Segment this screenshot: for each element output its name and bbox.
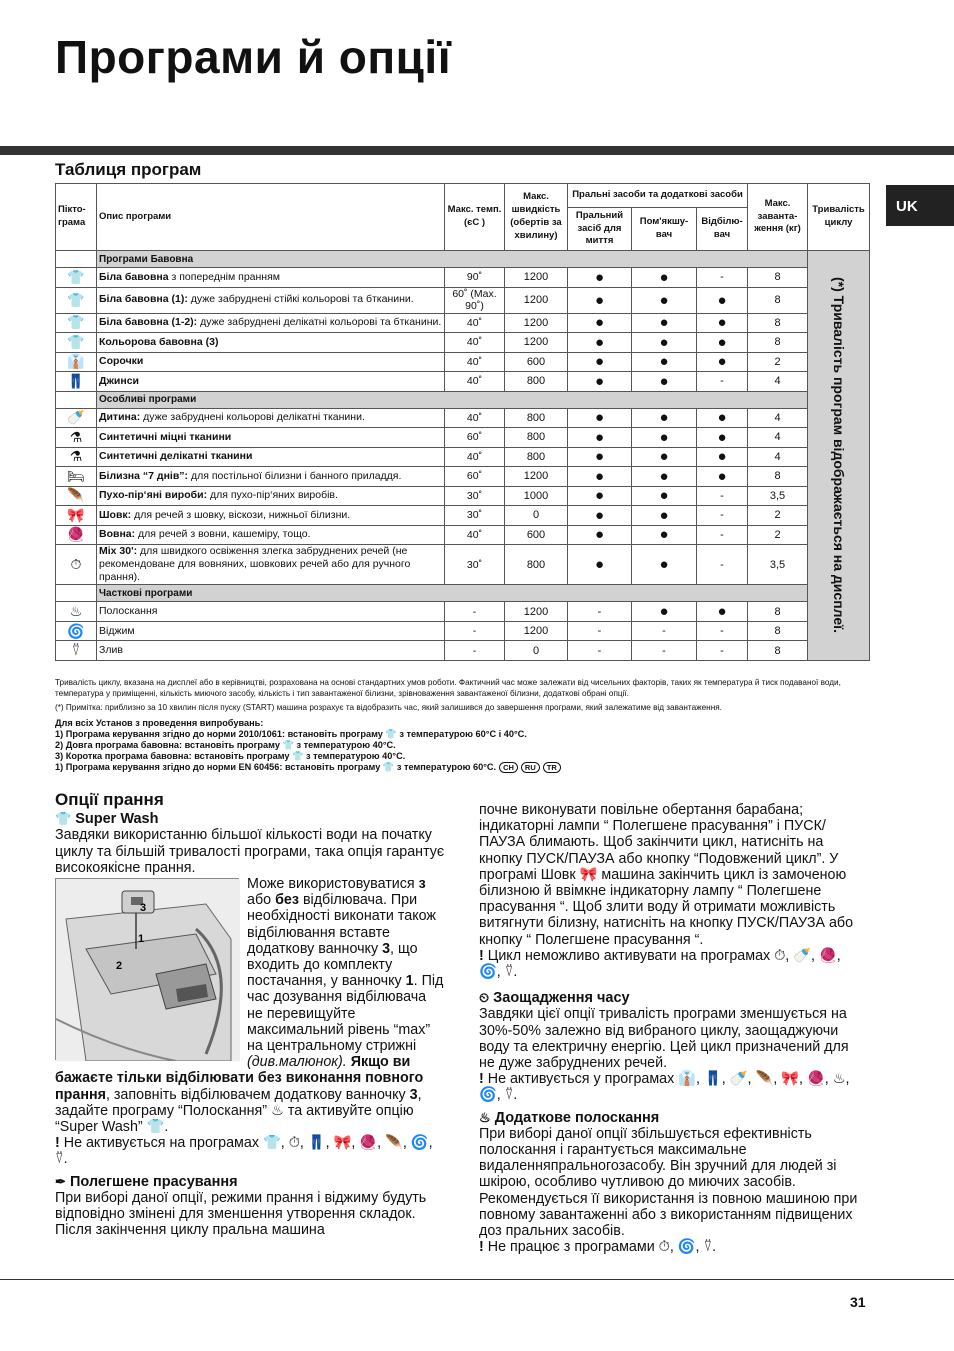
- program-load: 3,5: [748, 486, 808, 506]
- program-bleach: -: [697, 506, 748, 526]
- program-bleach: -: [697, 641, 748, 661]
- program-bleach: ●: [697, 602, 748, 622]
- program-bleach: ●: [697, 287, 748, 313]
- program-icon: ⚗: [56, 428, 97, 448]
- program-detergent: ●: [568, 287, 632, 313]
- program-icon: 🧶: [56, 525, 97, 545]
- program-softener: ●: [632, 428, 697, 448]
- section-row: [56, 585, 870, 602]
- program-icon: 👕: [56, 268, 97, 288]
- program-load: 8: [748, 641, 808, 661]
- header-detergents: Пральні засоби та додаткові засоби: [568, 184, 748, 208]
- program-speed: 800: [505, 545, 568, 585]
- program-row: [56, 268, 870, 288]
- program-load: 8: [748, 467, 808, 487]
- program-temperature: 30˚: [445, 545, 505, 585]
- program-softener: ●: [632, 352, 697, 372]
- program-speed: 600: [505, 352, 568, 372]
- table-title: Таблиця програм: [55, 160, 202, 179]
- options-title: Опції прання: [55, 790, 164, 809]
- program-detergent: ●: [568, 506, 632, 526]
- program-detergent: -: [568, 641, 632, 661]
- note-lab-1: 1) Програма керування згідно до норми 2010/1061: встановіть програму 👕 з температурою 60°C і 40°C.: [55, 729, 527, 739]
- program-detergent: ●: [568, 525, 632, 545]
- program-row: [56, 408, 870, 428]
- program-row: [56, 506, 870, 526]
- country-badge: TR: [543, 762, 561, 773]
- program-description: Полоскання: [97, 602, 445, 622]
- program-description: Біла бавовна (1): дуже забруднені стійкі кольорові та бтканини.: [97, 287, 445, 313]
- program-speed: 0: [505, 641, 568, 661]
- top-divider: [0, 146, 954, 155]
- program-softener: ●: [632, 268, 697, 288]
- duration-note: (*) Тривалість програм відображається на дисплеї.: [830, 277, 847, 634]
- easyiron-text-part1: При виборі даної опції, режими прання і віджиму будуть відповідно змінені для зменшення утворення складок. Після закінчення циклу пральна машина: [55, 1189, 427, 1239]
- option-superwash-heading: 👕 Super Wash: [55, 811, 159, 828]
- program-row: [56, 467, 870, 487]
- program-row: [56, 525, 870, 545]
- superwash-warning: ! Не активується на програмах 👕, ⏱, 👖, 🎀, 🧶, 🪶, 🌀, ⍢.: [55, 1135, 433, 1168]
- program-speed: 800: [505, 408, 568, 428]
- program-load: 8: [748, 621, 808, 641]
- program-bleach: -: [697, 545, 748, 585]
- program-speed: 1200: [505, 621, 568, 641]
- program-temperature: -: [445, 621, 505, 641]
- program-detergent: -: [568, 602, 632, 622]
- program-description: Дитина: дуже забруднені кольорові делікатні тканини.: [97, 408, 445, 428]
- program-description: Mix 30': для швидкого освіження злегка забруднених речей (не рекомендоване для вовняних, шовкових речей або для ручного прання).: [97, 545, 445, 585]
- program-load: 2: [748, 352, 808, 372]
- program-description: Віджим: [97, 621, 445, 641]
- program-row: [56, 621, 870, 641]
- section-title: Особливі програми: [97, 391, 808, 408]
- program-icon: 🍼: [56, 408, 97, 428]
- program-icon: 🪶: [56, 486, 97, 506]
- program-speed: 800: [505, 447, 568, 467]
- timer-icon: ⏲: [479, 990, 490, 1006]
- program-temperature: 40˚: [445, 372, 505, 392]
- program-row: [56, 447, 870, 467]
- program-description: Біла бавовна (1-2): дуже забруднені делікатні кольорові та бтканини.: [97, 313, 445, 333]
- program-row: [56, 313, 870, 333]
- program-softener: ●: [632, 467, 697, 487]
- header-load: Макс. заванта- ження (кг): [748, 184, 808, 251]
- note-lab-4: 1) Програма керування згідно до норми EN 60456: встановіть програму 👕 з температурою 60°C. CH RU TR: [55, 762, 870, 773]
- program-temperature: 40˚: [445, 333, 505, 353]
- program-load: 8: [748, 602, 808, 622]
- program-description: Сорочки: [97, 352, 445, 372]
- program-row: [56, 486, 870, 506]
- header-temperature: Макс. темп. (єС ): [445, 184, 505, 251]
- figure-label-2: 2: [116, 960, 123, 973]
- program-detergent: ●: [568, 447, 632, 467]
- rinse-icon: ♨: [479, 1109, 491, 1125]
- program-icon: 👔: [56, 352, 97, 372]
- program-softener: -: [632, 641, 697, 661]
- detergent-drawer-illustration: [55, 878, 239, 1060]
- program-icon: 🌀: [56, 621, 97, 641]
- program-bleach: ●: [697, 428, 748, 448]
- program-icon: 👖: [56, 372, 97, 392]
- program-description: Пухо-пір‘яні вироби: для пухо-пір‘яних виробів.: [97, 486, 445, 506]
- program-detergent: ●: [568, 545, 632, 585]
- program-temperature: 60˚: [445, 467, 505, 487]
- program-table: [55, 183, 870, 661]
- program-speed: 0: [505, 506, 568, 526]
- program-bleach: ●: [697, 447, 748, 467]
- header-speed: Макс. швидкість (обертів за хвилину): [505, 184, 568, 251]
- program-temperature: 40˚: [445, 525, 505, 545]
- program-softener: ●: [632, 545, 697, 585]
- program-icon: 👕: [56, 287, 97, 313]
- program-detergent: ●: [568, 486, 632, 506]
- program-softener: -: [632, 621, 697, 641]
- program-temperature: 30˚: [445, 486, 505, 506]
- page-number: 31: [850, 1294, 866, 1310]
- country-badge: RU: [521, 762, 540, 773]
- iron-icon: ✒: [55, 1173, 66, 1189]
- program-detergent: -: [568, 621, 632, 641]
- program-icon: 👕: [56, 313, 97, 333]
- program-detergent: ●: [568, 408, 632, 428]
- program-load: 4: [748, 428, 808, 448]
- program-speed: 1200: [505, 287, 568, 313]
- program-temperature: 40˚: [445, 408, 505, 428]
- options-right-column: [479, 802, 865, 1255]
- program-softener: ●: [632, 313, 697, 333]
- note-labs: Для всіх Установ з проведення випробувань:: [55, 717, 264, 728]
- option-easyiron-heading: ✒ Полегшене прасування: [55, 1173, 238, 1190]
- extrarinse-warning: ! Не працює з програмами ⏱, 🌀, ⍢.: [479, 1239, 717, 1256]
- easyiron-text-part2: почне виконувати повільне обертання барабана; індикаторні лампи “ Полегшене прасування” і ПУСК/ПАУЗА блимають. Щоб закінчити цикл, натисніть на кнопку ПУСК/ПАУЗА або кнопку “Подовжений цикл”. У програмі Шовк 🎀 машина закінчить цикл із замоченою білизною й ввімкне індикаторну лампу “ Полегшене прасування “. Щоб злити воду й отримати можливість витягнути білизну, натисніть на кнопку ПУСК/ПАУЗА або кнопку “ Полегшене прасування “.: [479, 802, 854, 948]
- program-speed: 1200: [505, 333, 568, 353]
- program-speed: 600: [505, 525, 568, 545]
- program-row: [56, 641, 870, 661]
- program-description: Синтетичні делікатні тканини: [97, 447, 445, 467]
- program-softener: ●: [632, 602, 697, 622]
- program-speed: 800: [505, 372, 568, 392]
- figure-label-1: 1: [138, 933, 145, 946]
- program-temperature: 90˚: [445, 268, 505, 288]
- program-row: [56, 428, 870, 448]
- program-detergent: ●: [568, 372, 632, 392]
- program-description: Кольорова бавовна (3): [97, 333, 445, 353]
- program-icon: 👕: [56, 333, 97, 353]
- table-notes: [55, 678, 870, 773]
- program-speed: 1000: [505, 486, 568, 506]
- section-title: Часткові програми: [97, 585, 808, 602]
- program-bleach: -: [697, 268, 748, 288]
- header-softener: Пом'якшу- вач: [632, 208, 697, 251]
- program-temperature: 60˚ (Max. 90˚): [445, 287, 505, 313]
- program-description: Шовк: для речей з шовку, віскози, нижньої білизни.: [97, 506, 445, 526]
- bottom-divider: [0, 1279, 954, 1280]
- program-icon: ⍢: [56, 641, 97, 661]
- program-load: 3,5: [748, 545, 808, 585]
- program-icon: ♨: [56, 602, 97, 622]
- program-detergent: ●: [568, 467, 632, 487]
- program-speed: 1200: [505, 467, 568, 487]
- language-tab: UK: [886, 185, 954, 226]
- program-row: [56, 333, 870, 353]
- program-description: Білизна “7 днів”: для постільної білизни і банного приладдя.: [97, 467, 445, 487]
- program-speed: 1200: [505, 268, 568, 288]
- program-load: 8: [748, 268, 808, 288]
- duration-column: [808, 251, 870, 661]
- program-temperature: -: [445, 602, 505, 622]
- program-temperature: -: [445, 641, 505, 661]
- program-temperature: 30˚: [445, 506, 505, 526]
- program-softener: ●: [632, 486, 697, 506]
- program-load: 2: [748, 525, 808, 545]
- program-load: 8: [748, 287, 808, 313]
- timesave-warning: ! Не активується у програмах 👔, 👖, 🍼, 🪶, 🎀, 🧶, ♨, 🌀, ⍢.: [479, 1071, 850, 1104]
- option-extrarinse-heading: ♨ Додаткове полоскання: [479, 1109, 660, 1126]
- program-detergent: ●: [568, 313, 632, 333]
- section-title: Програми Бавовна: [97, 251, 808, 268]
- program-load: 8: [748, 333, 808, 353]
- program-icon: 🎀: [56, 506, 97, 526]
- program-bleach: -: [697, 372, 748, 392]
- figure-label-3: 3: [140, 902, 147, 915]
- note-lab-3: 3) Коротка програма бавовна: встановіть програму 👕 з температурою 40°C.: [55, 751, 406, 762]
- program-softener: ●: [632, 287, 697, 313]
- program-temperature: 60˚: [445, 428, 505, 448]
- program-softener: ●: [632, 408, 697, 428]
- program-bleach: ●: [697, 333, 748, 353]
- program-bleach: ●: [697, 313, 748, 333]
- options-left-column: [55, 792, 445, 1238]
- header-duration: Тривалість циклу: [808, 184, 870, 251]
- program-description: Джинси: [97, 372, 445, 392]
- program-row: [56, 602, 870, 622]
- program-row: [56, 545, 870, 585]
- header-bleach: Відбілю- вач: [697, 208, 748, 251]
- program-bleach: ●: [697, 408, 748, 428]
- header-description: Опис програми: [97, 184, 445, 251]
- program-load: 4: [748, 447, 808, 467]
- note-lab-2: 2) Довга програма бавовна: встановіть програму 👕 з температурою 40°C.: [55, 740, 396, 751]
- program-detergent: ●: [568, 352, 632, 372]
- program-detergent: ●: [568, 333, 632, 353]
- program-temperature: 40˚: [445, 352, 505, 372]
- program-speed: 800: [505, 428, 568, 448]
- program-icon: ⚗: [56, 447, 97, 467]
- note-start: (*) Примітка: приблизно за 10 хвилин після пуску (START) машина розрахує та відобразить час, який залишився до завершення програми, який залежатиме від завантаження.: [55, 703, 722, 713]
- program-load: 4: [748, 408, 808, 428]
- page-title: Програми й опції: [55, 31, 452, 83]
- program-bleach: ●: [697, 467, 748, 487]
- program-load: 8: [748, 313, 808, 333]
- program-speed: 1200: [505, 313, 568, 333]
- program-softener: ●: [632, 333, 697, 353]
- note-duration: Тривалість циклу, вказана на дисплеї або в керівництві, розрахована на основі стандартних умов роботи. Фактичний час може залежати від чисельних факторів, таких як температура й тиск подаваної води, температура у приміщенні, кількість миючого засобу, кількість і тип завантаженої білизни, зрівноваження завантаженої білизни, додаткові обрані опції.: [55, 678, 841, 698]
- program-load: 4: [748, 372, 808, 392]
- program-icon: ⏱: [56, 545, 97, 585]
- program-icon: 🛏: [56, 467, 97, 487]
- superwash-icon: 👕: [55, 811, 72, 827]
- option-timesave-heading: ⏲ Заощадження часу: [479, 990, 630, 1007]
- superwash-text-1: Завдяки використанню більшої кількості води на початку циклу та більшій тривалості програми, така опція гарантує високоякісне прання.: [55, 827, 445, 876]
- program-description: Вовна: для речей з вовни, кашеміру, тощо.: [97, 525, 445, 545]
- program-detergent: ●: [568, 428, 632, 448]
- section-row: [56, 251, 870, 268]
- program-row: [56, 287, 870, 313]
- easyiron-warning: ! Цикл неможливо активувати на програмах ⏱, 🍼, 🧶, 🌀, ⍢.: [479, 947, 841, 981]
- section-row: [56, 391, 870, 408]
- country-badge: CH: [499, 762, 518, 773]
- program-softener: ●: [632, 372, 697, 392]
- program-bleach: -: [697, 621, 748, 641]
- program-detergent: ●: [568, 268, 632, 288]
- program-softener: ●: [632, 506, 697, 526]
- program-description: Синтетичні міцні тканини: [97, 428, 445, 448]
- timesave-text: Завдяки цієї опції тривалість програми зменшується на 30%-50% залежно від вибраного циклу, заощаджуючи воду та електричну енергію. Цей цикл призначений для не дуже забруднених речей.: [479, 1006, 849, 1072]
- header-detergent: Пральний засіб для миття: [568, 208, 632, 251]
- program-speed: 1200: [505, 602, 568, 622]
- program-softener: ●: [632, 525, 697, 545]
- program-bleach: ●: [697, 352, 748, 372]
- header-icon: Пікто- грама: [56, 184, 97, 251]
- program-temperature: 40˚: [445, 313, 505, 333]
- program-load: 2: [748, 506, 808, 526]
- program-bleach: -: [697, 486, 748, 506]
- program-bleach: -: [697, 525, 748, 545]
- superwash-text-2: Може використовуватися з або без відбілювача. При необхідності виконати також відбілювання вставте додаткову ванночку 3, що входить до комплекту постачання, у ванночку 1. Під час дозування відбілювача не перевищуйте максимальний рівень “max” на центральному стрижні (див.малюнок). Якщо ви бажаєте тільки відбілювати без виконання повного прання, заповніть відбілювачем додаткову ванночку 3, задайте програму “Полоскання” ♨ та активуйте опцію “Super Wash” 👕.: [55, 876, 444, 1136]
- program-temperature: 40˚: [445, 447, 505, 467]
- program-row: [56, 352, 870, 372]
- program-row: [56, 372, 870, 392]
- program-description: Злив: [97, 641, 445, 661]
- program-softener: ●: [632, 447, 697, 467]
- program-description: Біла бавовна з попереднім пранням: [97, 268, 445, 288]
- extrarinse-text: При виборі даної опції збільшується ефективність полоскання і гарантується максимальне видаленняпральногозасобу. Він зручний для людей зі шкірою, особливо чутливою до миючих засобів. Рекомендується її використання із повною машиною при повному завантаженні або з використанням підвищених доз пральних засобів.: [479, 1125, 858, 1240]
